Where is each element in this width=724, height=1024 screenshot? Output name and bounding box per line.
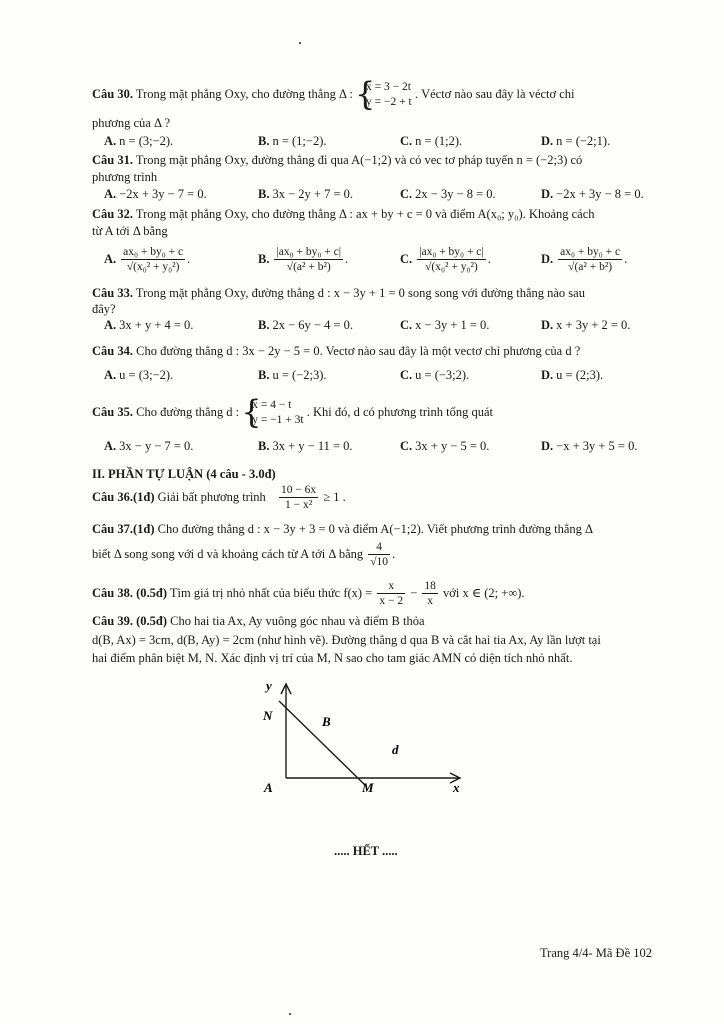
q31-option-b: B. 3x − 2y + 7 = 0. [258, 187, 353, 201]
q31-option-d: D. −2x + 3y − 8 = 0. [541, 187, 644, 201]
q33-a-text: 3x + y + 4 = 0. [119, 318, 194, 332]
q37-tail: . [392, 546, 396, 561]
q36-text: Giải bất phương trình [157, 489, 266, 504]
q35-d-text: −x + 3y + 5 = 0. [556, 439, 638, 453]
q35-text: Cho đường thẳng d : [136, 404, 240, 419]
q37-label: Câu 37.(1đ) [92, 522, 155, 536]
q31-label: Câu 31. [92, 153, 133, 167]
q34-c-text: u = (−3;2). [415, 368, 470, 382]
q35-sys-line2: y = −1 + 3t [252, 414, 304, 426]
label-n: N [263, 708, 273, 723]
q32-d-fraction: $\frac{\text{ax₀ + by₀ + c}}{\text{√(a² + b²)}}$ [560, 246, 621, 273]
q35-text2: . Khi đó, d có phương trình tổng quát [306, 404, 494, 419]
q32-label: Câu 32. [92, 207, 133, 221]
q38-fraction-2: $\frac{18}{x}$ [424, 580, 436, 607]
q35-option-a: A. 3x − y − 7 = 0. [104, 439, 194, 453]
q32-text2: từ A tới Δ bằng [92, 224, 168, 238]
q30-sys-line2: y = −2 + t [366, 96, 412, 108]
q30-option-a: A. n = (3;−2). [104, 134, 174, 148]
q32-text: Trong mặt phẳng Oxy, cho đường thẳng Δ : ax + by + c = 0 và điểm A(x₀; y₀). Khoảng cách [135, 207, 595, 221]
q30-d-text: n = (−2;1). [556, 134, 611, 148]
q33-option-c: C. x − 3y + 1 = 0. [400, 318, 490, 332]
q33-text2: đây? [92, 302, 116, 316]
q31-text: Trong mặt phẳng Oxy, đường thẳng đi qua A(−1;2) và có vec tơ pháp tuyến n = (−2;3) có [135, 153, 583, 167]
q32-c-fraction: $\frac{\text{|ax₀ + by₀ + c|}}{\text{√(x₀² + y₀²)}}$ [419, 246, 484, 273]
label-b: B [322, 714, 331, 729]
q39-text2: d(B, Ax) = 3cm, d(B, Ay) = 2cm (như hình vẽ). Đường thẳng d qua B và cắt hai tia Ax, Ay lần lượt tại [92, 633, 601, 647]
q31-text2: phương trình [92, 170, 158, 184]
q38-text: Tìm giá trị nhỏ nhất của biểu thức f(x) = [169, 585, 373, 600]
q31-option-c: C. 2x − 3y − 8 = 0. [400, 187, 496, 201]
q38-label: Câu 38. (0.5đ) [92, 585, 168, 600]
q37-fraction: $\frac{4}{√10}$ [370, 541, 389, 568]
end-marker: ..... HẾT ..... [334, 844, 398, 858]
q34-a-text: u = (3;−2). [119, 368, 174, 382]
q36-fraction: $\frac{10 - 6x}{\text{1 − x²}}$ [280, 484, 317, 511]
q35-a-text: 3x − y − 7 = 0. [119, 439, 194, 453]
q33-c-text: x − 3y + 1 = 0. [415, 318, 490, 332]
q35-option-d: D. −x + 3y + 5 = 0. [541, 439, 638, 453]
section-heading: II. PHẦN TỰ LUẬN (4 câu - 3.0đ) [92, 467, 276, 481]
q33-b-text: 2x − 6y − 4 = 0. [272, 318, 353, 332]
q35-label: Câu 35. [92, 404, 133, 419]
q30-text3: phương của Δ ? [92, 116, 171, 130]
q30-label: Câu 30. [92, 86, 133, 101]
q31-a-text: −2x + 3y − 7 = 0. [119, 187, 207, 201]
q35-b-text: 3x + y − 11 = 0. [272, 439, 353, 453]
q34-option-c: C. u = (−3;2). [400, 368, 470, 382]
q34-option-b: B. u = (−2;3). [258, 368, 327, 382]
label-m: M [362, 780, 374, 795]
q36-tail: ≥ 1 . [323, 489, 346, 504]
q31-b-text: 3x − 2y + 7 = 0. [272, 187, 353, 201]
q37-text: Cho đường thẳng d : x − 3y + 3 = 0 và điểm A(−1;2). Viết phương trình đường thẳng Δ [157, 522, 594, 536]
q34-option-d: D. u = (2;3). [541, 368, 604, 382]
q32-a-fraction: $\frac{\text{ax₀ + by₀ + c}}{\text{√(x₀² + y₀²)}}$ [123, 246, 184, 273]
q32-option-b: B. $\frac{\text{|ax₀ + by₀ + c|}}{\text{√(a² + b²)}}$ . [258, 246, 349, 273]
q34-text: Cho đường thẳng d : 3x − 2y − 5 = 0. Vectơ nào sau đây là một vectơ chỉ phương của d ? [136, 344, 581, 358]
q30-option-b: B. n = (1;−2). [258, 134, 327, 148]
q38-fraction-1: $\frac{x}{x - 2}$ [379, 580, 404, 607]
q37-text2: biết Δ song song với d và khoảng cách từ A tới Δ bằng [92, 546, 364, 561]
q32-option-d: D. $\frac{\text{ax₀ + by₀ + c}}{\text{√(a² + b²)}}$ . [541, 246, 628, 273]
q39-text3: hai điểm phân biệt M, N. Xác định vị trí của M, N sao cho tam giác AMN có diện tích nhỏ nhất. [92, 651, 573, 665]
q30-option-d: D. n = (−2;1). [541, 134, 611, 148]
q32-option-a: A. $\frac{\text{ax₀ + by₀ + c}}{\text{√(x₀² + y₀²)}}$ . [104, 246, 191, 273]
q32-option-c: C. $\frac{\text{|ax₀ + by₀ + c|}}{\text{√(x₀² + y₀²)}}$ . [400, 246, 491, 273]
q38-text2: với x ∈ (2; +∞). [443, 585, 525, 600]
q34-b-text: u = (−2;3). [272, 368, 327, 382]
q33-label: Câu 33. [92, 286, 133, 300]
q39-label: Câu 39. (0.5đ) [92, 614, 168, 628]
page-footer: Trang 4/4- Mã Đề 102 [539, 946, 652, 960]
q33-option-d: D. x + 3y + 2 = 0. [541, 318, 631, 332]
q33-option-a: A. 3x + y + 4 = 0. [104, 318, 194, 332]
q30-text: Trong mặt phẳng Oxy, cho đường thẳng Δ : [135, 86, 353, 101]
q30-b-text: n = (1;−2). [272, 134, 327, 148]
q31-option-a: A. −2x + 3y − 7 = 0. [104, 187, 207, 201]
q32-b-fraction: $\frac{\text{|ax₀ + by₀ + c|}}{\text{√(a² + b²)}}$ [276, 246, 342, 273]
q35-option-b: B. 3x + y − 11 = 0. [258, 439, 353, 453]
q30-text2: . Véctơ nào sau đây là véctơ chỉ [414, 86, 575, 101]
q33-option-b: B. 2x − 6y − 4 = 0. [258, 318, 353, 332]
q30-a-text: n = (3;−2). [119, 134, 174, 148]
q38-minus: − [410, 585, 418, 600]
q39-text: Cho hai tia Ax, Ay vuông góc nhau và điểm B thỏa [170, 614, 425, 628]
q35-c-text: 3x + y − 5 = 0. [415, 439, 490, 453]
q34-option-a: A. u = (3;−2). [104, 368, 174, 382]
q36-label: Câu 36.(1đ) [92, 489, 155, 504]
q33-d-text: x + 3y + 2 = 0. [556, 318, 631, 332]
label-d: d [392, 742, 399, 757]
q31-d-text: −2x + 3y − 8 = 0. [556, 187, 644, 201]
q35-sys-line1: x = 4 − t [252, 399, 292, 411]
label-y: y [266, 678, 272, 693]
q33-text: Trong mặt phẳng Oxy, đường thẳng d : x − 3y + 1 = 0 song song với đường thẳng nào sau [135, 286, 585, 300]
label-x: x [453, 780, 460, 795]
q31-c-text: 2x − 3y − 8 = 0. [415, 187, 496, 201]
q34-d-text: u = (2;3). [556, 368, 604, 382]
q34-label: Câu 34. [92, 344, 133, 358]
q30-option-c: C. n = (1;2). [400, 134, 463, 148]
q30-c-text: n = (1;2). [415, 134, 463, 148]
label-a: A [264, 780, 273, 795]
q35-option-c: C. 3x + y − 5 = 0. [400, 439, 490, 453]
q30-sys-line1: x = 3 − 2t [366, 81, 411, 93]
